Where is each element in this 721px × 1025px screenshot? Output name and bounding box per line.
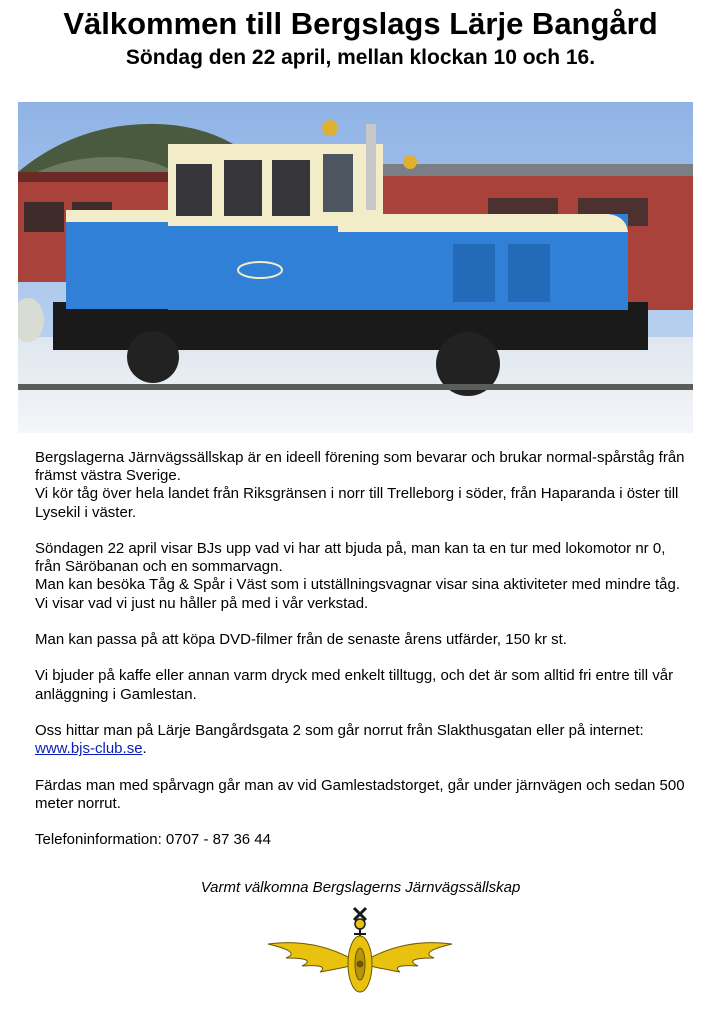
closing-greeting: Varmt välkomna Bergslagerns Järnvägssällskap <box>200 879 521 896</box>
location-period: . <box>142 740 147 758</box>
paragraph-phone: Telefoninformation: 0707 - 87 36 44 <box>35 831 271 849</box>
paragraph-about <box>35 449 685 522</box>
rail <box>18 384 693 390</box>
location-text: Oss hittar man på Lärje Bangårdsgata 2 som går norrut från Slakthusgatan eller på internet: <box>35 721 644 739</box>
winged-wheel-emblem <box>262 902 458 998</box>
paragraph-event <box>35 540 685 613</box>
paragraph-location <box>35 722 685 758</box>
paragraph-coffee: Vi bjuder på kaffe eller annan varm dryck med enkelt tilltugg, och det är som alltid fri entre till vår anläggning i Gamlestan. <box>35 667 674 703</box>
wheel-front <box>127 331 179 383</box>
page-title: Välkommen till Bergslags Lärje Bangård <box>63 6 658 41</box>
page-subtitle: Söndag den 22 april, mellan klockan 10 och 16. <box>125 46 596 69</box>
event-line-1: Söndagen 22 april visar BJs upp vad vi har att bjuda på, man kan ta en tur med lokomotor nr 0, från Säröbanan och en sommarvagn. <box>35 540 666 576</box>
about-line-1: Bergslagerna Järnvägssällskap är en ideell förening som bevarar och brukar normal-spårståg från främst västra Sverige. <box>35 449 685 485</box>
about-line-2: Vi kör tåg över hela landet från Riksgränsen i norr till Trelleborg i söder, från Haparanda i öster till Lysekil i väster. <box>35 485 679 521</box>
article-body <box>35 449 685 868</box>
website-link[interactable]: www.bjs-club.se <box>35 740 143 758</box>
locomotive-photo <box>18 102 693 433</box>
paragraph-tram: Färdas man med spårvagn går man av vid Gamlestadstorget, går under järnvägen och sedan 500 meter norrut. <box>35 776 685 812</box>
event-line-2: Man kan besöka Tåg & Spår i Väst som i utställningsvagnar visar sina aktiviteter med mindre tåg. Vi visar vad vi just nu håller på med i vår verkstad. <box>35 576 681 612</box>
paragraph-dvd: Man kan passa på att köpa DVD-filmer från de senaste årens utfärder, 150 kr st. <box>35 631 567 648</box>
